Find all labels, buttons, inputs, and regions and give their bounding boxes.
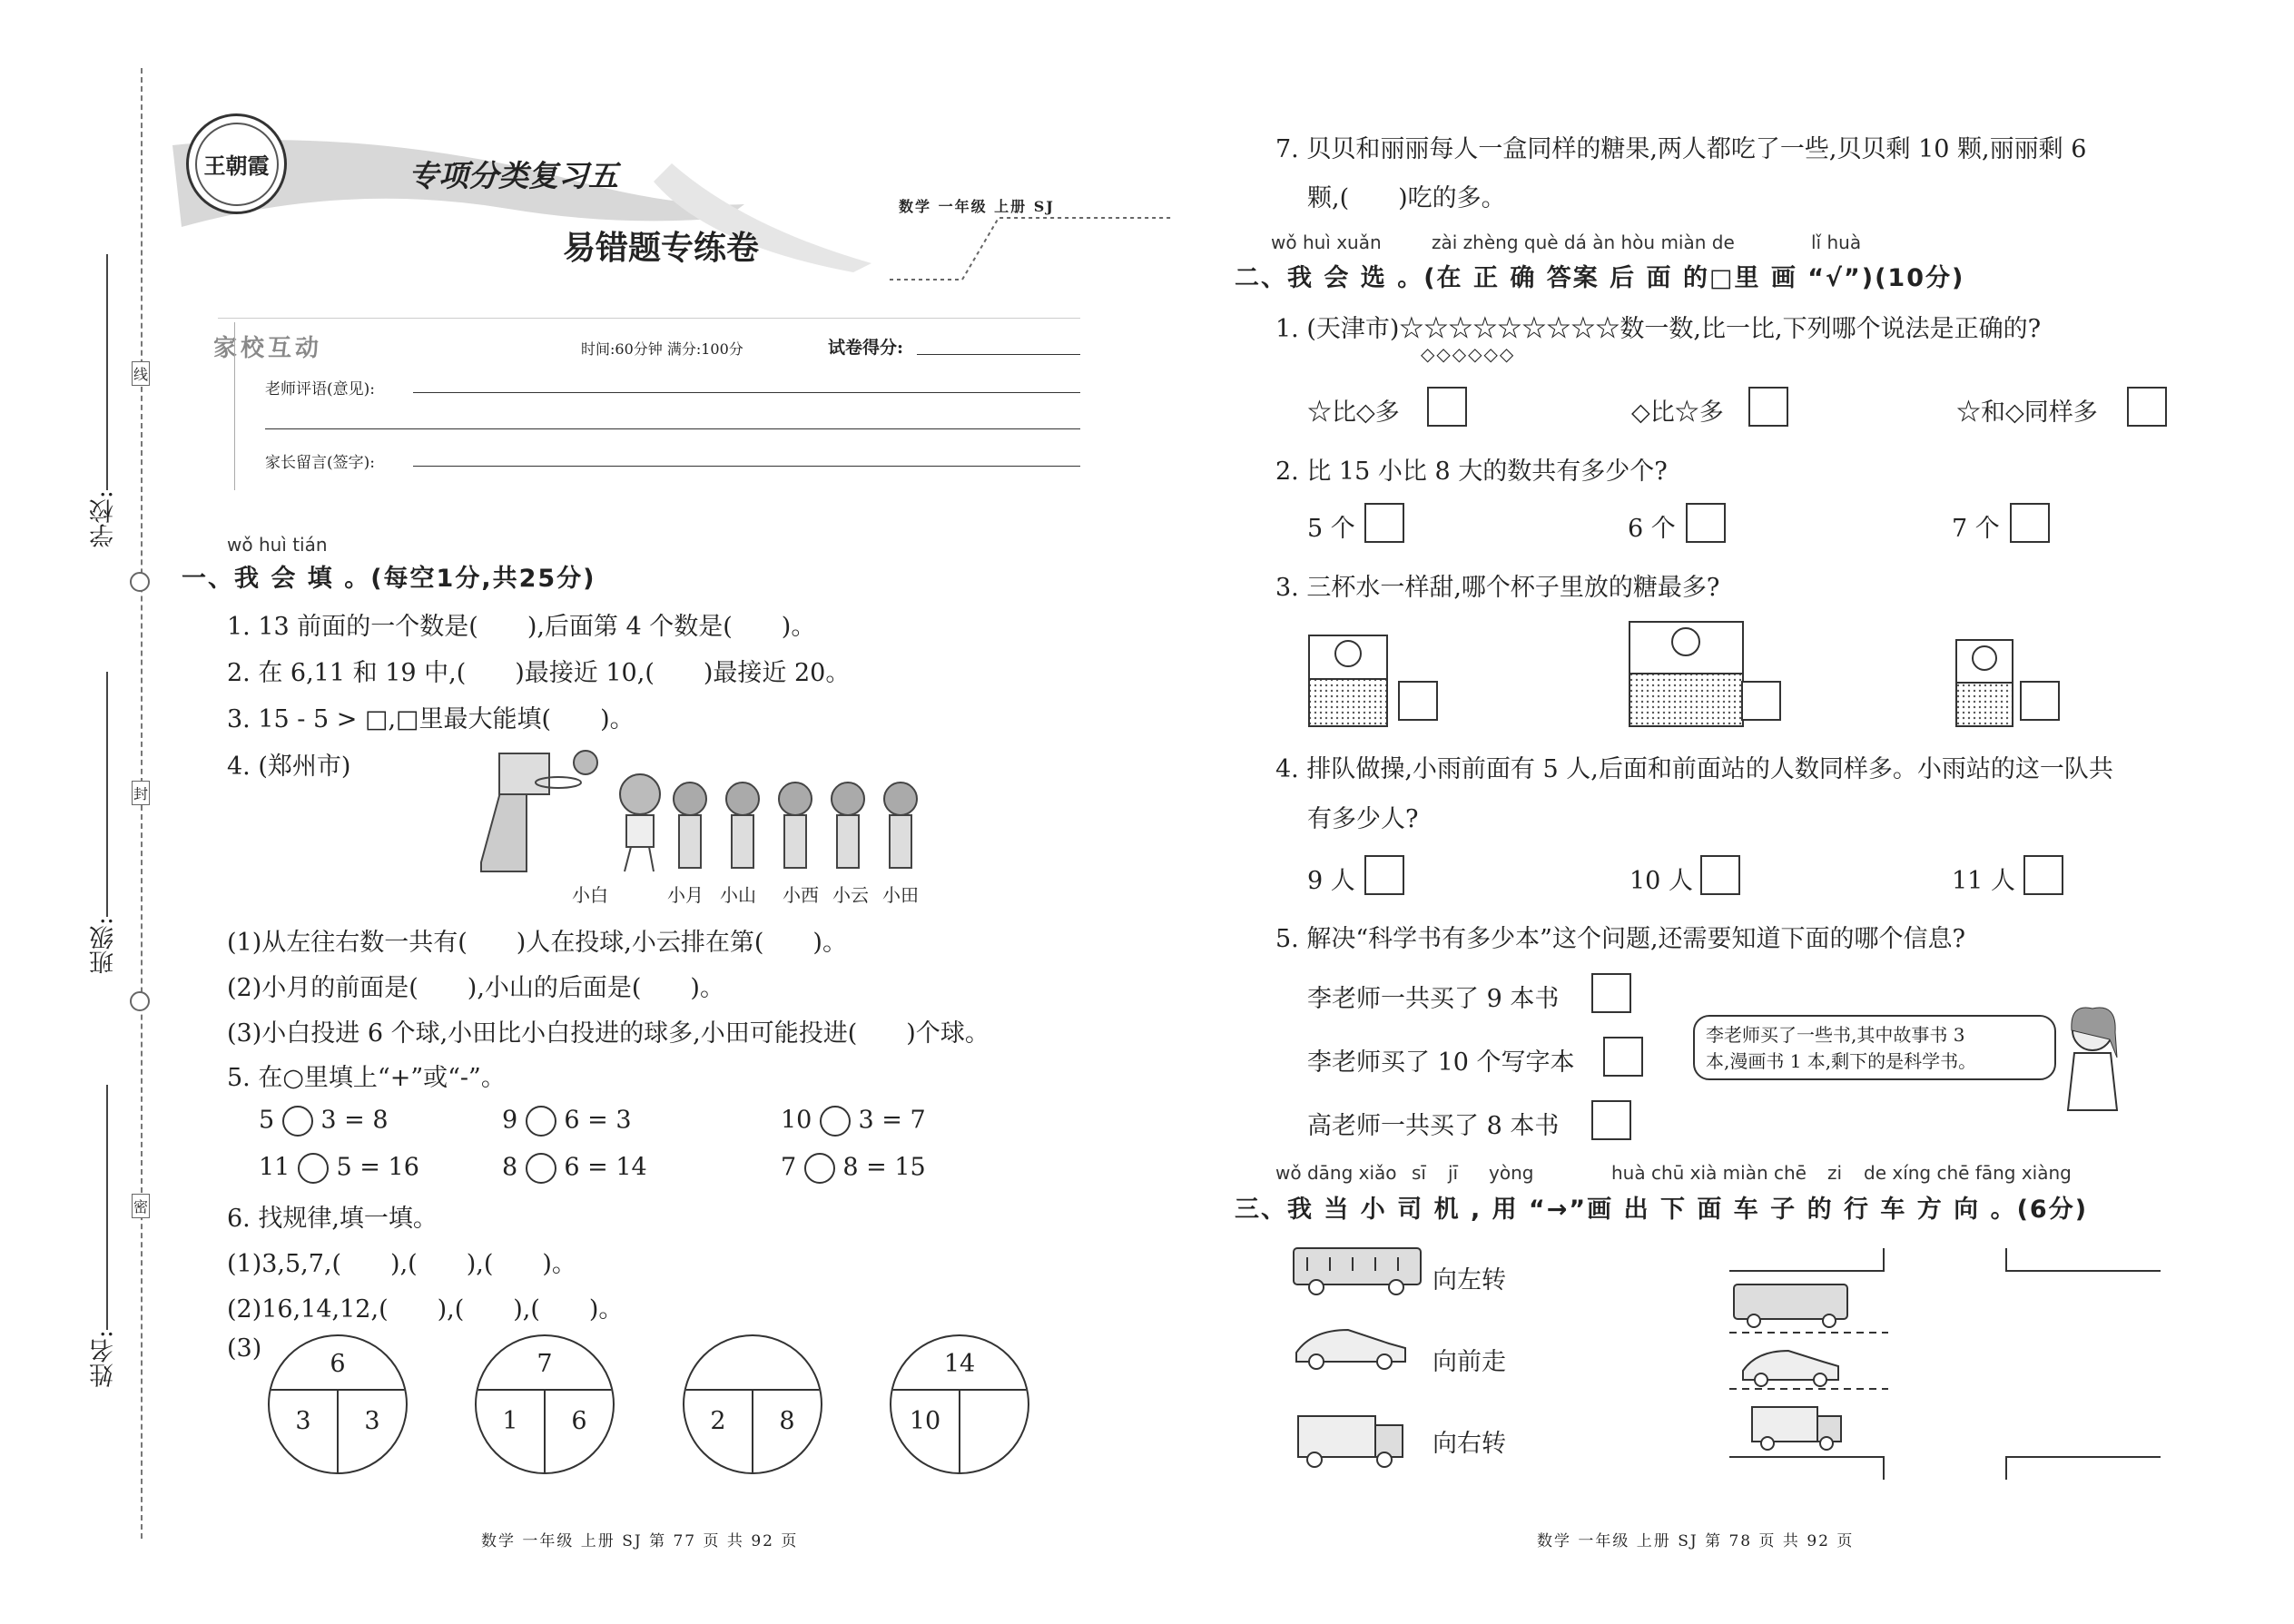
- question-5: 5. 在○里填上“+”或“-”。: [227, 1064, 506, 1092]
- answer-checkbox[interactable]: [2127, 387, 2167, 427]
- operator-circle[interactable]: [526, 1106, 556, 1137]
- option-label: 10 人: [1629, 867, 1693, 895]
- direction-label: 向右转: [1433, 1430, 1506, 1458]
- grade-tag: 数学 一年级 上册 SJ: [899, 198, 1055, 215]
- circle-right[interactable]: 3: [364, 1407, 380, 1435]
- circle-top[interactable]: 7: [537, 1350, 553, 1378]
- speech-bubble: [1693, 1015, 2056, 1080]
- child-name: 小白: [572, 884, 608, 906]
- bubble-line: 本,漫画书 1 本,剩下的是科学书。: [1706, 1050, 1977, 1072]
- answer-checkbox[interactable]: [1700, 855, 1740, 895]
- teacher-illustration: [2061, 1003, 2133, 1112]
- circle-top[interactable]: 6: [330, 1350, 346, 1378]
- option-label: 11 人: [1952, 867, 2015, 895]
- child-name: 小田: [882, 884, 919, 906]
- answer-checkbox[interactable]: [1591, 1100, 1631, 1140]
- pinyin: lǐ huà: [1811, 231, 1862, 253]
- child-name: 小西: [783, 884, 819, 906]
- cut-mark: 封: [132, 781, 150, 805]
- pinyin: huà chū xià miàn chē: [1611, 1162, 1807, 1184]
- teacher-comment-label: 老师评语(意见):: [265, 380, 375, 399]
- question-6-3: (3): [227, 1334, 262, 1363]
- question-1: 1. (天津市)☆☆☆☆☆☆☆☆☆数一数,比一比,下列哪个说法是正确的?: [1275, 315, 2042, 343]
- split-circle: [683, 1334, 822, 1474]
- split-circle: [890, 1334, 1029, 1474]
- option-label: 7 个: [1952, 515, 2000, 543]
- operator-circle[interactable]: [526, 1153, 556, 1184]
- circle-left[interactable]: 3: [295, 1407, 311, 1435]
- option-label: 9 人: [1307, 867, 1355, 895]
- question-7: 7. 贝贝和丽丽每人一盒同样的糖果,两人都吃了一些,贝贝剩 10 颗,丽丽剩 6: [1275, 135, 2087, 163]
- option-label: 李老师一共买了 9 本书: [1307, 985, 1560, 1013]
- pinyin: jī: [1448, 1162, 1459, 1184]
- operator-circle[interactable]: [298, 1153, 329, 1184]
- question-6-2: (2)16,14,12,( ),( ),( )。: [227, 1295, 624, 1324]
- answer-checkbox[interactable]: [1741, 681, 1781, 721]
- question-5: 5. 解决“科学书有多少本”这个问题,还需要知道下面的哪个信息?: [1275, 925, 1966, 953]
- circle-left[interactable]: 10: [909, 1407, 941, 1435]
- question-7-cont: 颗,( )吃的多。: [1307, 184, 1506, 212]
- option-label: 高老师一共买了 8 本书: [1307, 1112, 1560, 1140]
- circle-left[interactable]: 1: [502, 1407, 518, 1435]
- question-4-cont: 有多少人?: [1307, 805, 1419, 833]
- answer-checkbox[interactable]: [1603, 1037, 1643, 1077]
- answer-checkbox[interactable]: [1364, 503, 1404, 543]
- equation: 8 6 = 14: [502, 1153, 647, 1184]
- basketball-illustration: [472, 744, 944, 881]
- answer-checkbox[interactable]: [1398, 681, 1438, 721]
- score-label: 试卷得分:: [828, 338, 904, 358]
- pinyin: zi: [1827, 1162, 1843, 1184]
- answer-checkbox[interactable]: [2010, 503, 2050, 543]
- question-4-3: (3)小白投进 6 个球,小田比小白投进的球多,小田可能投进( )个球。: [227, 1019, 989, 1048]
- equation: 9 6 = 3: [502, 1106, 632, 1137]
- equation: 5 3 = 8: [259, 1106, 389, 1137]
- answer-checkbox[interactable]: [1686, 503, 1726, 543]
- answer-checkbox[interactable]: [2023, 855, 2063, 895]
- question-2: 2. 在 6,11 和 19 中,( )最接近 10,( )最接近 20。: [227, 659, 851, 687]
- class-label: 班级:: [90, 917, 118, 975]
- punch-hole: [130, 991, 150, 1011]
- operator-circle[interactable]: [820, 1106, 851, 1137]
- operator-circle[interactable]: [282, 1106, 313, 1137]
- logo: [186, 113, 287, 214]
- parent-comment-field[interactable]: [413, 466, 1080, 467]
- cut-mark: 线: [132, 361, 150, 386]
- equation: 10 3 = 7: [781, 1106, 926, 1137]
- pinyin: sī: [1412, 1162, 1426, 1184]
- question-4: 4. (郑州市): [227, 753, 351, 781]
- series-title: 专项分类复习五: [409, 158, 618, 193]
- answer-checkbox[interactable]: [2020, 681, 2060, 721]
- child-name: 小山: [720, 884, 756, 906]
- home-school-label: 家校互动: [213, 335, 323, 362]
- circle-right[interactable]: 8: [779, 1407, 795, 1435]
- pinyin: de xíng chē fāng xiàng: [1864, 1162, 2072, 1184]
- question-6-1: (1)3,5,7,( ),( ),( )。: [227, 1250, 576, 1278]
- section-title: 二、我 会 选 。(在 正 确 答案 后 面 的□里 画 “√”)(10分): [1235, 264, 1965, 292]
- punch-hole: [130, 572, 150, 592]
- diamond-row: ◇◇◇◇◇◇: [1421, 343, 1516, 365]
- question-1: 1. 13 前面的一个数是( ),后面第 4 个数是( )。: [227, 613, 816, 641]
- answer-checkbox[interactable]: [1748, 387, 1788, 427]
- split-circle: [475, 1334, 615, 1474]
- equation: 11 5 = 16: [259, 1153, 419, 1184]
- question-2: 2. 比 15 小比 8 大的数共有多少个?: [1275, 458, 1668, 486]
- section-title: 一、我 会 填 。(每空1分,共25分): [182, 565, 596, 593]
- option-label: 李老师买了 10 个写字本: [1307, 1048, 1575, 1077]
- option-label: 6 个: [1628, 515, 1676, 543]
- logo-text: 王朝霞: [195, 123, 279, 206]
- question-4: 4. 排队做操,小雨前面有 5 人,后面和前面站的人数同样多。小雨站的这一队共: [1275, 755, 2113, 783]
- answer-checkbox[interactable]: [1591, 973, 1631, 1013]
- cut-mark: 密: [132, 1194, 150, 1218]
- direction-label: 向左转: [1433, 1266, 1506, 1294]
- teacher-comment-field[interactable]: [413, 392, 1080, 393]
- road-diagram[interactable]: [1716, 1244, 2179, 1480]
- name-label: 姓名:: [90, 1330, 118, 1388]
- answer-checkbox[interactable]: [1364, 855, 1404, 895]
- parent-comment-label: 家长留言(签字):: [265, 454, 375, 472]
- school-label: 学校:: [90, 490, 118, 548]
- name-line: [106, 1085, 108, 1330]
- child-name: 小云: [832, 884, 869, 906]
- divider: [218, 318, 1080, 319]
- pinyin: wǒ dāng xiǎo: [1275, 1162, 1397, 1184]
- pinyin: wǒ huì xuǎn: [1271, 231, 1382, 253]
- circle-top[interactable]: 14: [943, 1350, 976, 1378]
- direction-label: 向前走: [1433, 1348, 1506, 1376]
- section-title: 三、我 当 小 司 机 , 用 “→”画 出 下 面 车 子 的 行 车 方 向 。(6分): [1235, 1196, 2089, 1224]
- vehicle-legend: [1289, 1244, 1425, 1489]
- teacher-comment-field-2[interactable]: [265, 428, 1080, 429]
- class-line: [106, 672, 108, 917]
- school-line: [106, 254, 108, 490]
- circle-right[interactable]: 6: [571, 1407, 587, 1435]
- score-field[interactable]: [917, 354, 1080, 355]
- pinyin: wǒ huì tián: [227, 534, 328, 556]
- page-title: 易错题专练卷: [563, 229, 760, 267]
- divider: [234, 322, 235, 490]
- question-6: 6. 找规律,填一填。: [227, 1205, 438, 1233]
- page-footer: 数学 一年级 上册 SJ 第 77 页 共 92 页: [481, 1532, 799, 1550]
- question-4-1: (1)从左往右数一共有( )人在投球,小云排在第( )。: [227, 929, 847, 957]
- question-3: 3. 三杯水一样甜,哪个杯子里放的糖最多?: [1275, 574, 1720, 602]
- bubble-line: 李老师买了一些书,其中故事书 3: [1706, 1024, 1965, 1046]
- answer-checkbox[interactable]: [1427, 387, 1467, 427]
- option-label: 5 个: [1307, 515, 1355, 543]
- option-label: ◇比☆多: [1631, 399, 1724, 427]
- child-name: 小月: [667, 884, 704, 906]
- question-4-2: (2)小月的前面是( ),小山的后面是( )。: [227, 974, 724, 1002]
- pinyin: yòng: [1489, 1162, 1534, 1184]
- pinyin: zài zhèng què dá àn hòu miàn de: [1432, 231, 1735, 253]
- circle-left[interactable]: 2: [710, 1407, 726, 1435]
- equation: 7 8 = 15: [781, 1153, 926, 1184]
- operator-circle[interactable]: [804, 1153, 835, 1184]
- page-footer: 数学 一年级 上册 SJ 第 78 页 共 92 页: [1537, 1532, 1855, 1550]
- question-3: 3. 15 - 5 > □,□里最大能填( )。: [227, 705, 635, 733]
- option-label: ☆和◇同样多: [1956, 399, 2098, 427]
- split-circle: [268, 1334, 408, 1474]
- option-label: ☆比◇多: [1307, 399, 1400, 427]
- exam-meta: 时间:60分钟 满分:100分: [581, 340, 743, 358]
